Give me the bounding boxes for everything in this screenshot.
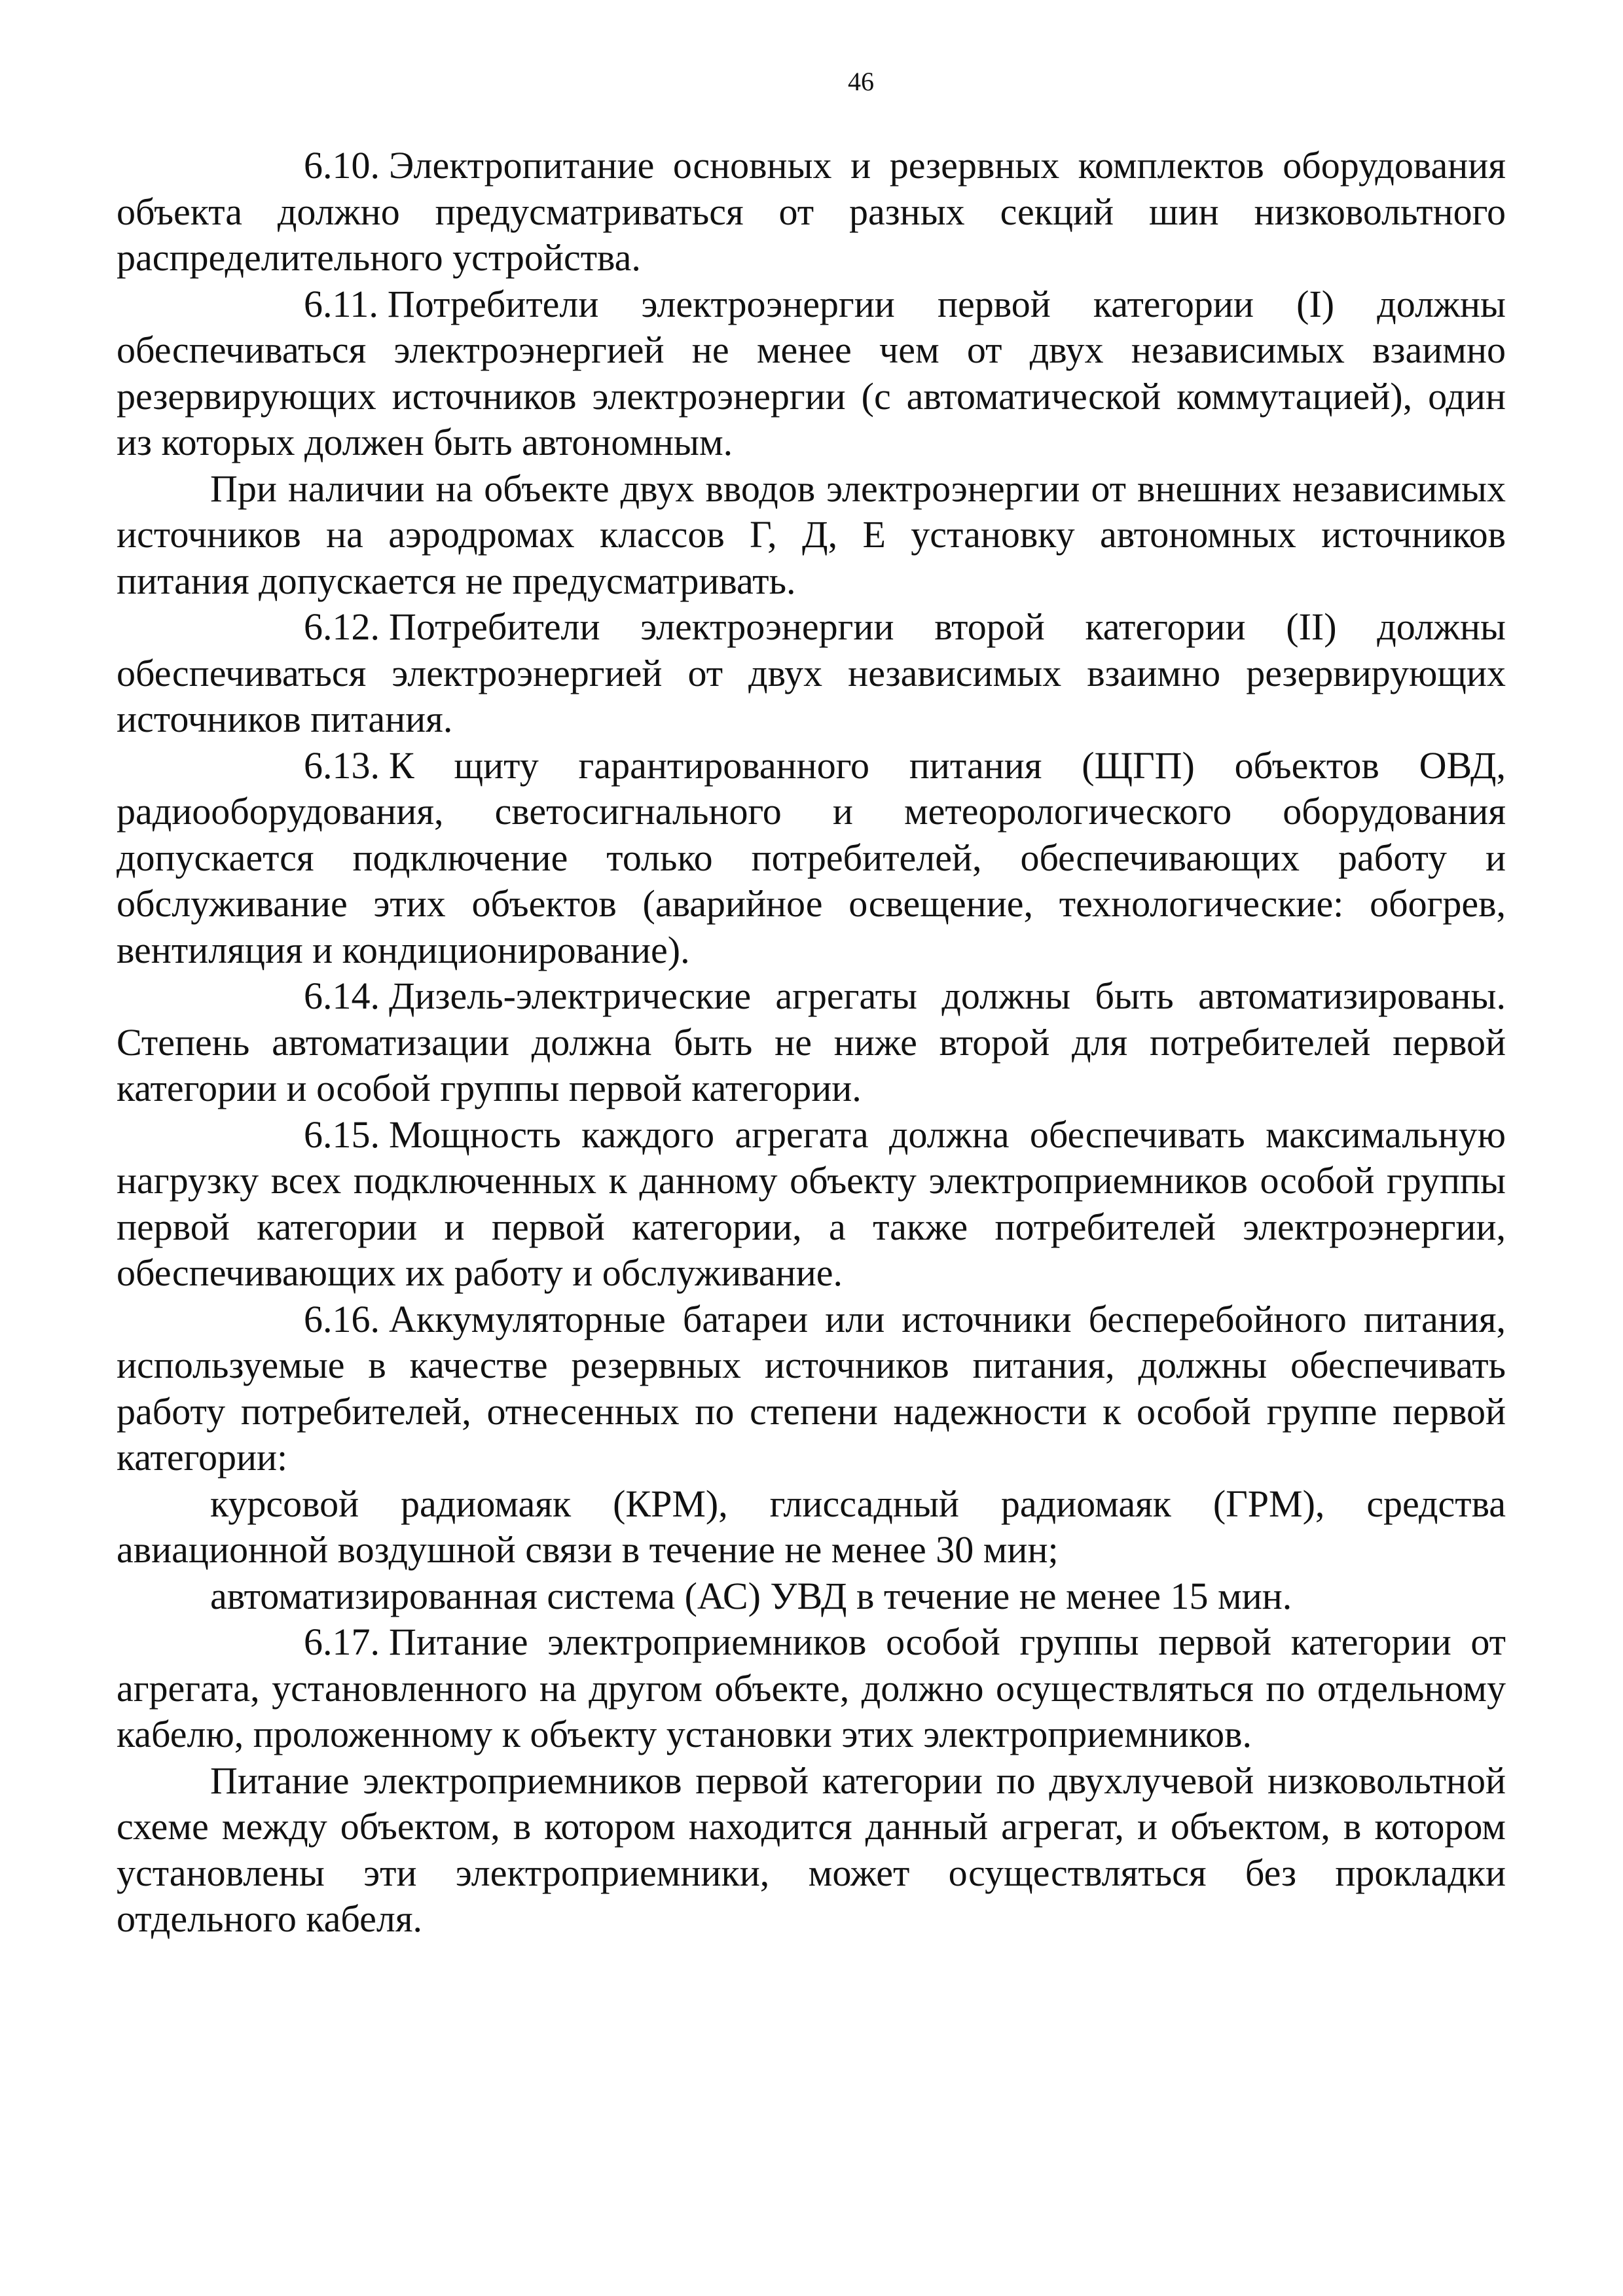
paragraph-6-10 <box>117 143 1506 281</box>
paragraph-number: 6.13. <box>304 744 380 787</box>
paragraph-text: курсовой радиомаяк (КРМ), глиссадный радиомаяк (ГРМ), средства авиационной воздушной связи в течение не менее 30 мин; <box>117 1482 1506 1571</box>
paragraph-6-14 <box>117 973 1506 1112</box>
paragraph-number: 6.12. <box>304 605 380 648</box>
paragraph-6-16-item-1 <box>117 1481 1506 1573</box>
document-body <box>117 143 1506 1943</box>
paragraph-6-16 <box>117 1297 1506 1481</box>
paragraph-text: При наличии на объекте двух вводов электроэнергии от внешних независимых источников на аэродромах классов Г, Д, Е установку автономных источников питания допускается не предусматривать. <box>117 467 1506 602</box>
paragraph-number: 6.15. <box>304 1113 380 1156</box>
paragraph-6-16-item-2 <box>117 1573 1506 1620</box>
paragraph-6-17 <box>117 1619 1506 1758</box>
paragraph-6-11-note <box>117 466 1506 605</box>
paragraph-text: Питание электроприемников особой группы первой категории от агрегата, установленного на другом объекте, должно осуществляться по отдельному кабелю, проложенному к объекту установки этих электроприемников. <box>117 1621 1506 1755</box>
paragraph-text: Мощность каждого агрегата должна обеспечивать максимальную нагрузку всех подключенных к данному объекту электроприемников особой группы первой категории и первой категории, а также потребителей электроэнергии, обеспечивающих их работу и обслуживание. <box>117 1113 1506 1294</box>
paragraph-text: Аккумуляторные батареи или источники бесперебойного питания, используемые в качестве резервных источников питания, должны обеспечивать работу потребителей, отнесенных по степени надежности к особой группе первой категории: <box>117 1297 1506 1479</box>
paragraph-number: 6.10. <box>304 144 380 187</box>
page-number: 46 <box>848 67 874 96</box>
paragraph-6-11 <box>117 281 1506 466</box>
paragraph-6-13 <box>117 743 1506 974</box>
paragraph-number: 6.14. <box>304 975 380 1017</box>
paragraph-text: Потребители электроэнергии второй категории (II) должны обеспечиваться электроэнергией от двух независимых взаимно резервирующих источников питания. <box>117 605 1506 740</box>
paragraph-number: 6.16. <box>304 1297 380 1340</box>
paragraph-text: К щиту гарантированного питания (ЩГП) объектов ОВД, радиооборудования, светосигнального и метеорологического оборудования допускается подключение только потребителей, обеспечивающих работу и обслуживание этих объектов (аварийное освещение, технологические: обогрев, вентиляция и кондиционирование). <box>117 744 1506 971</box>
paragraph-text: Потребители электроэнергии первой категории (I) должны обеспечиваться электроэнергией не менее чем от двух независимых взаимно резервирующих источников электроэнергии (с автоматической коммутацией), один из которых должен быть автономным. <box>117 282 1506 463</box>
paragraph-number: 6.11. <box>304 282 378 325</box>
paragraph-number: 6.17. <box>304 1621 380 1663</box>
paragraph-text: Электропитание основных и резервных комплектов оборудования объекта должно предусматриваться от разных секций шин низковольтного распределительного устройства. <box>117 144 1506 279</box>
paragraph-text: Дизель-электрические агрегаты должны быть автоматизированы. Степень автоматизации должна быть не ниже второй для потребителей первой категории и особой группы первой категории. <box>117 975 1506 1109</box>
paragraph-6-17-note <box>117 1758 1506 1943</box>
paragraph-text: Питание электроприемников первой категории по двухлучевой низковольтной схеме между объектом, в котором находится данный агрегат, и объектом, в котором установлены эти электроприемники, может осуществляться без прокладки отдельного кабеля. <box>117 1759 1506 1940</box>
paragraph-text: автоматизированная система (АС) УВД в течение не менее 15 мин. <box>210 1574 1292 1617</box>
paragraph-6-15 <box>117 1112 1506 1297</box>
paragraph-6-12 <box>117 604 1506 743</box>
